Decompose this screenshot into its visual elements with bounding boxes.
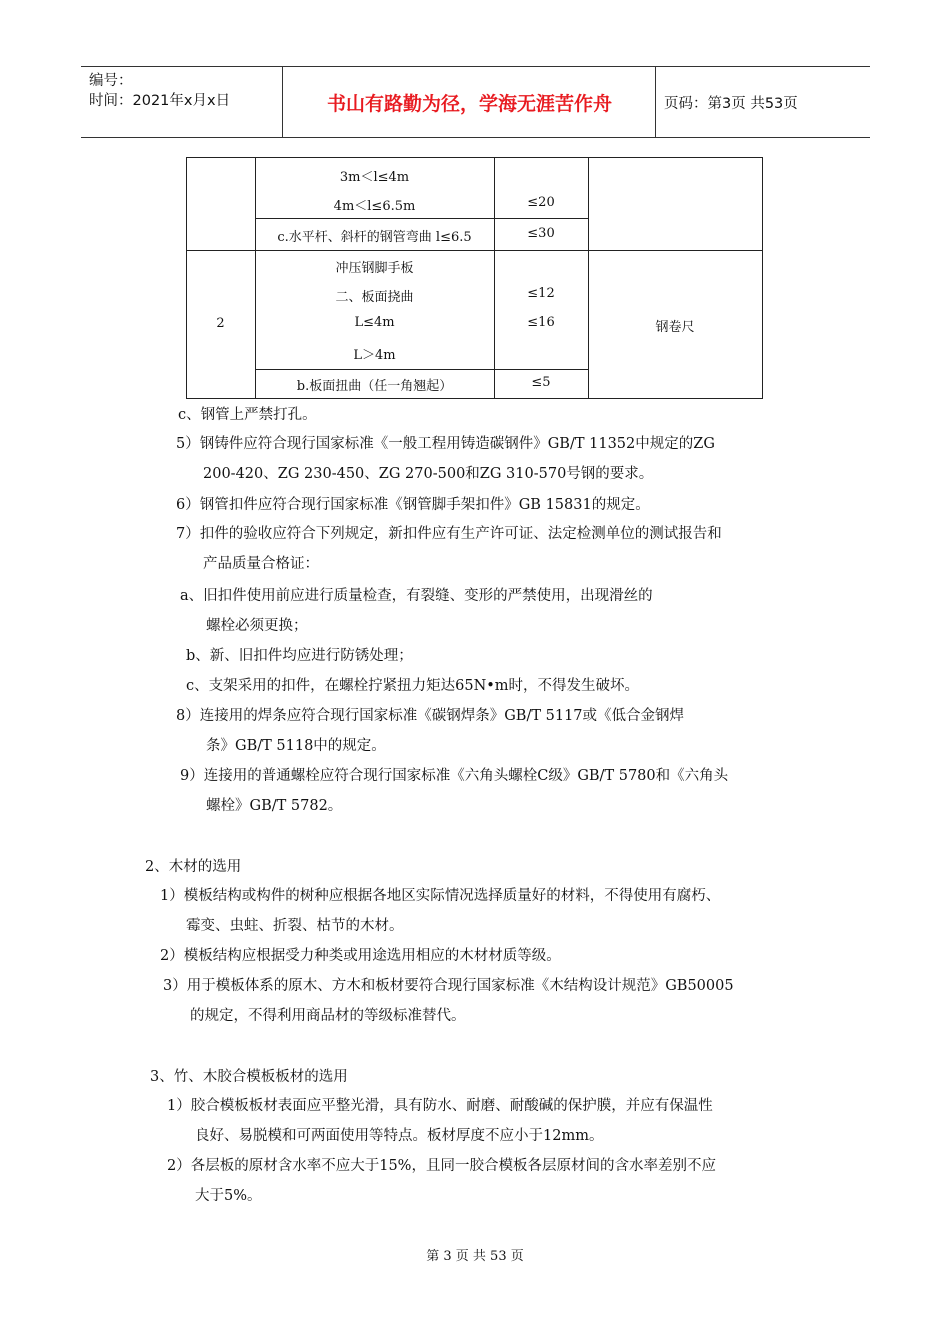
section-heading: 3、竹、木胶合模板板材的选用	[150, 1069, 348, 1085]
table-border	[186, 157, 187, 399]
body-line: c、钢管上严禁打孔。	[178, 407, 317, 423]
table-cell-item: L＞4m	[353, 348, 396, 363]
section-heading: 2、木材的选用	[145, 859, 242, 875]
body-line: 200-420、ZG 230-450、ZG 270-500和ZG 310-570号钢的要求。	[203, 466, 654, 482]
body-line: 产品质量合格证：	[203, 556, 319, 572]
table-cell-item: c.水平杆、斜杆的钢管弯曲 l≤6.5	[277, 230, 472, 245]
table-gridline	[186, 250, 763, 251]
serial-label: 编号：	[89, 73, 133, 89]
body-line: 2）各层板的原材含水率不应大于15%，且同一胶合模板各层原材间的含水率差别不应	[167, 1158, 716, 1174]
body-line: 1）胶合模板板材表面应平整光滑，具有防水、耐磨、耐酸碱的保护膜，并应有保温性	[167, 1098, 713, 1114]
body-line: 1）模板结构或构件的树种应根据各地区实际情况选择质量好的材料，不得使用有腐朽、	[160, 888, 721, 904]
table-cell-item: 4m＜l≤6.5m	[333, 199, 416, 214]
table-gridline	[255, 369, 588, 370]
table-cell-value: ≤5	[531, 375, 551, 390]
body-line: 9）连接用的普通螺栓应符合现行国家标准《六角头螺栓C级》GB/T 5780和《六角头	[180, 768, 729, 784]
body-line: 2）模板结构应根据受力种类或用途选用相应的木材材质等级。	[160, 948, 561, 964]
date-line: 时间：2021年x月x日	[89, 93, 231, 109]
body-line: 7）扣件的验收应符合下列规定，新扣件应有生产许可证、法定检测单位的测试报告和	[176, 526, 722, 542]
page-header	[81, 66, 870, 138]
table-cell-item: b.板面扭曲（任一角翘起）	[296, 379, 453, 394]
body-line: 3）用于模板体系的原木、方木和板材要符合现行国家标准《木结构设计规范》GB50005	[163, 978, 734, 994]
table-border	[186, 398, 763, 399]
table-cell-value: ≤20	[527, 195, 555, 210]
body-line: c、支架采用的扣件，在螺栓拧紧扭力矩达65N•m时，不得发生破坏。	[186, 678, 640, 694]
body-line: 霉变、虫蛀、折裂、枯节的木材。	[186, 918, 404, 934]
body-line: 大于5%。	[195, 1188, 262, 1204]
page-footer: 第 3 页 共 53 页	[426, 1249, 524, 1264]
table-border	[186, 157, 763, 158]
body-line: 5）钢铸件应符合现行国家标准《一般工程用铸造碳钢件》GB/T 11352中规定的ZG	[176, 436, 715, 452]
table-cell-value: ≤30	[527, 226, 555, 241]
header-divider	[282, 67, 283, 137]
body-line: b、新、旧扣件均应进行防锈处理；	[186, 648, 413, 664]
body-line: a、旧扣件使用前应进行质量检查，有裂缝、变形的严禁使用，出现滑丝的	[180, 588, 653, 604]
body-line: 8）连接用的焊条应符合现行国家标准《碳钢焊条》GB/T 5117或《低合金钢焊	[176, 708, 685, 724]
table-cell-item: 二、板面挠曲	[335, 290, 414, 305]
body-line: 条》GB/T 5118中的规定。	[206, 738, 386, 754]
header-page-info: 页码：第3页 共53页	[664, 95, 798, 112]
header-left	[89, 71, 230, 111]
table-gridline	[588, 157, 589, 399]
table-cell-tool: 钢卷尺	[655, 320, 695, 335]
body-line: 良好、易脱模和可两面使用等特点。板材厚度不应小于12mm。	[195, 1128, 604, 1144]
table-border	[762, 157, 763, 399]
table-cell-value: ≤12	[527, 286, 555, 301]
body-line: 6）钢管扣件应符合现行国家标准《钢管脚手架扣件》GB 15831的规定。	[176, 497, 650, 513]
table-cell-item: L≤4m	[354, 315, 395, 330]
header-motto: 书山有路勤为径，学海无涯苦作舟	[326, 92, 612, 115]
body-line: 螺栓必须更换；	[206, 618, 308, 634]
table-cell-item: 3m＜l≤4m	[339, 170, 410, 185]
table-cell-number: 2	[216, 316, 225, 331]
table-gridline	[255, 218, 588, 219]
table-gridline	[494, 157, 495, 399]
inspection-table	[186, 157, 763, 399]
table-cell-item: 冲压钢脚手板	[335, 261, 414, 276]
table-cell-value: ≤16	[527, 315, 555, 330]
header-divider	[655, 67, 656, 137]
body-line: 的规定，不得利用商品材的等级标准替代。	[190, 1008, 466, 1024]
body-line: 螺栓》GB/T 5782。	[206, 798, 343, 814]
